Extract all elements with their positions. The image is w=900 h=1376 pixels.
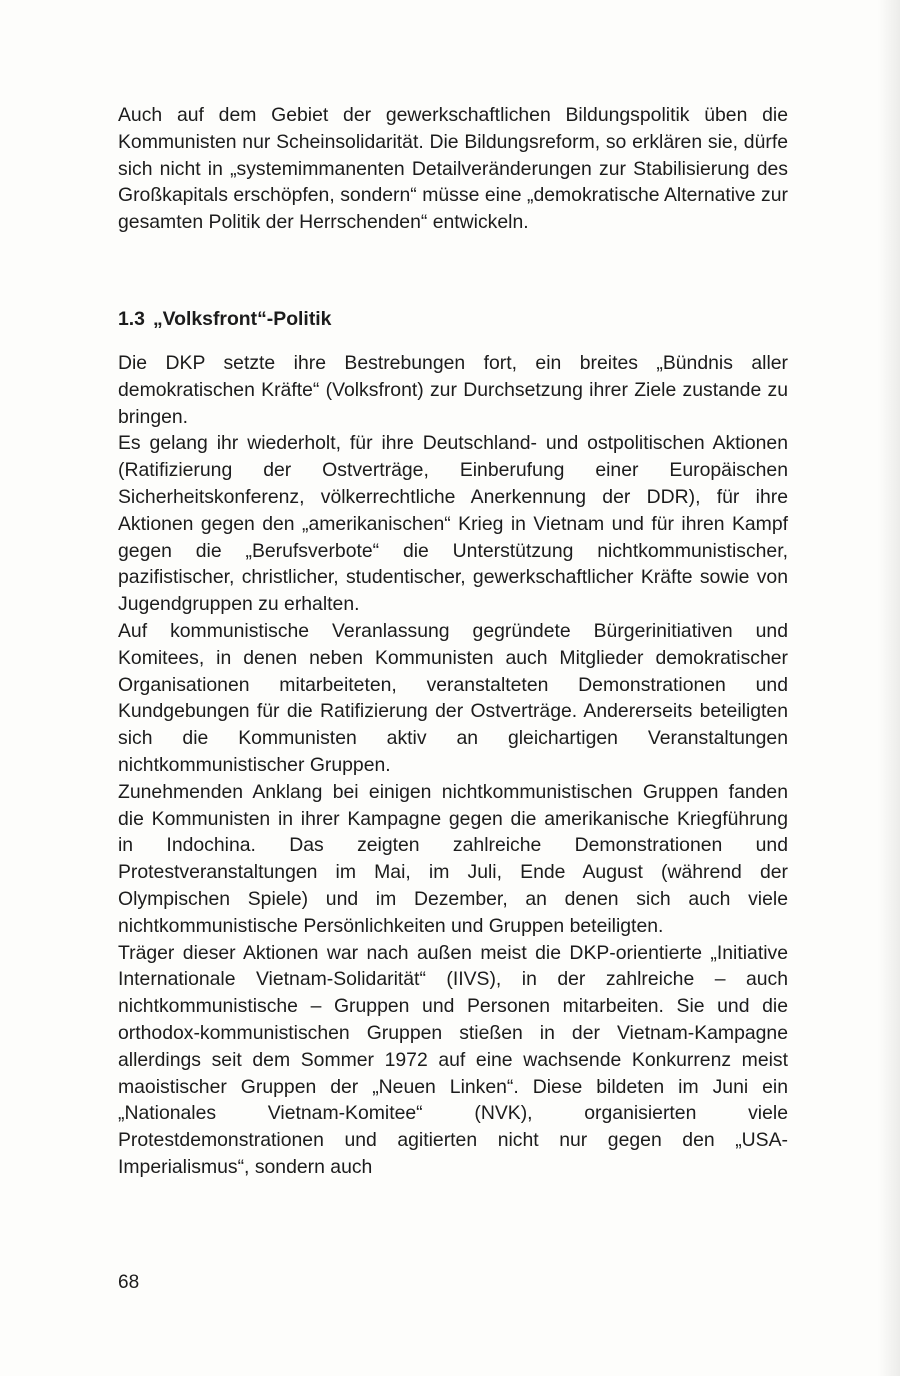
paragraph: Auch auf dem Gebiet der gewerkschaftlichen Bildungspolitik üben die Kommunisten nur Scheinsolidarität. Die Bildungsreform, so erklären sie, dürfe sich nicht in „systemimmanenten Detailveränderungen zur Stabilisierung des Großkapitals erschöpfen, sondern“ müsse eine „demokratische Alternative zur gesamten Politik der Herrschenden“ entwickeln. [118, 104, 788, 234]
paragraph: Es gelang ihr wiederholt, für ihre Deutschland- und ostpolitischen Aktionen (Ratifizierung der Ostverträge, Einberufung einer Europäischen Sicherheitskonferenz, völkerrechtliche Anerkennung der DDR), für ihre Aktionen gegen den „amerikanischen“ Krieg in Vietnam und für ihren Kampf gegen die „Berufsverbote“ die Unterstützung nichtkommunistischer, pazifistischer, christlicher, studentischer, gewerkschaftlicher Kräfte sowie von Jugendgruppen zu erhalten. [118, 432, 788, 616]
section-number: 1.3 [118, 308, 145, 330]
intro-text-block [118, 102, 788, 236]
page-number: 68 [118, 1272, 140, 1293]
section-body [118, 350, 788, 1181]
section-heading [118, 306, 331, 332]
paragraph: Die DKP setzte ihre Bestrebungen fort, ein breites „Bündnis aller demokratischen Kräfte“ (Volksfront) zur Durchsetzung ihrer Ziele zustande zu bringen. [118, 352, 788, 428]
section-title: „Volksfront“-Politik [152, 308, 332, 330]
paragraph: Zunehmenden Anklang bei einigen nichtkommunistischen Gruppen fanden die Kommunisten in ihrer Kampagne gegen die amerikanische Kriegführung in Indochina. Das zeigten zahlreiche Demonstrationen und Protestveranstaltungen im Mai, im Juli, Ende August (während der Olympischen Spiele) und im Dezember, an denen sich auch viele nichtkommunistische Persönlichkeiten und Gruppen beteiligten. [118, 780, 788, 937]
paragraph: Träger dieser Aktionen war nach außen meist die DKP-orientierte „Initiative Internationale Vietnam-Solidarität“ (IIVS), in der zahlreiche – auch nichtkommunistische – Gruppen und Personen mitarbeiten. Sie und die orthodox-kommunistischen Gruppen stießen in der Vietnam-Kampagne allerdings seit dem Sommer 1972 auf eine wachsende Konkurrenz meist maoistischer Gruppen der „Neuen Linken“. Diese bildeten im Juni ein „Nationales Vietnam-Komitee“ (NVK), organisierten viele Protestdemonstrationen und agitierten nicht nur gegen den „USA-Imperialismus“, sondern auch [118, 941, 788, 1178]
page-edge-shadow [878, 0, 900, 1376]
paragraph: Auf kommunistische Veranlassung gegründete Bürgerinitiativen und Komitees, in denen neben Kommunisten auch Mitglieder demokratischer Organisationen mitarbeiteten, veranstalteten Demonstrationen und Kundgebungen für die Ratifizierung der Ostverträge. Andererseits beteiligten sich die Kommunisten aktiv an gleichartigen Veranstaltungen nichtkommunistischer Gruppen. [118, 619, 788, 776]
